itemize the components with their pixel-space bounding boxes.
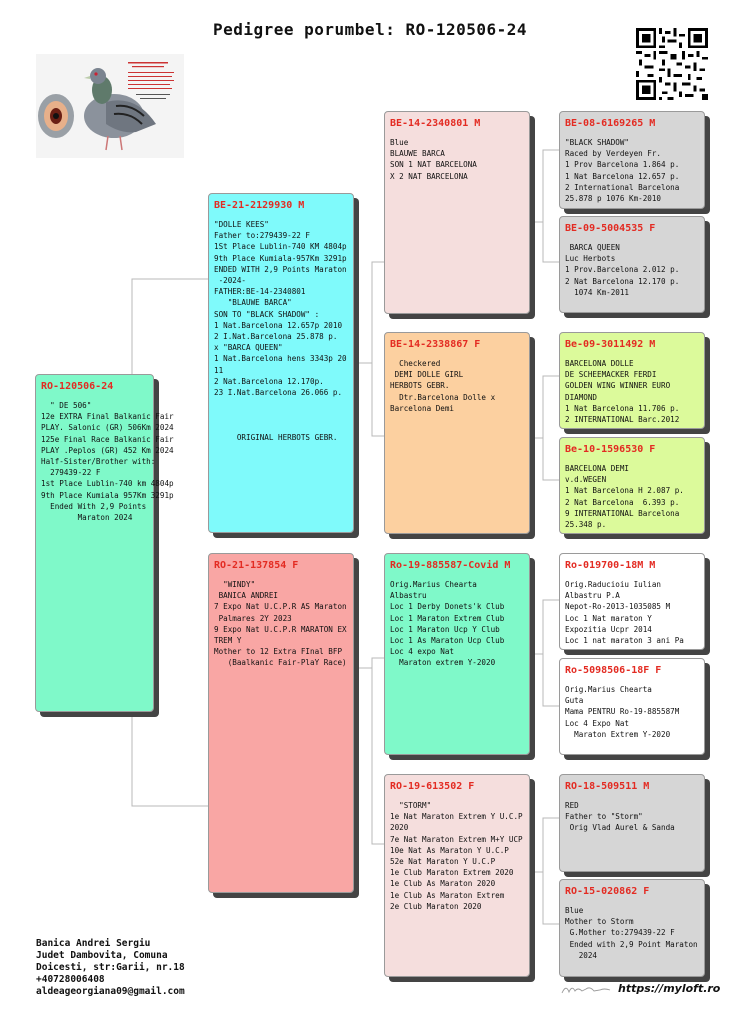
great-grandparent-card-7[interactable] (559, 774, 705, 872)
dam-details: "WINDY" BANICA ANDREI 7 Expo Nat U.C.P.R AS Maraton Palmares 2Y 2023 9 Expo Nat U.C.P.R MARATON EX TREM Y Mother to 12 Extra FInal BFP (Baalkanic Fair-PlaY Race) (214, 580, 347, 668)
granddam-dam-details: "STORM" 1e Nat Maraton Extrem Y U.C.P 2020 7e Nat Maraton Extrem M+Y UCP 10e Nat As Maraton Y U.C.P 52e Nat Maraton Y U.C.P 1e Club Maraton Extrem 2020 1e Club As Maraton 2020 1e Club As Maraton Extrem 2e Club Maraton 2020 (390, 801, 523, 911)
great-grandparent-card-8[interactable] (559, 879, 705, 977)
great-grandparent-id: Ro-019700-18M M (565, 560, 656, 571)
great-grandparent-details: BARCA QUEEN Luc Herbots 1 Prov.Barcelona 2.012 p. 2 Nat Barcelona 12.170 p. 1074 Km-2011 (565, 243, 680, 297)
granddam-sire-details: Checkered DEMI DOLLE GIRL HERBOTS GEBR. Dtr.Barcelona Dolle x Barcelona Demi (390, 359, 496, 413)
great-grandparent-card-3[interactable] (559, 332, 705, 429)
great-grandparent-details: BARCELONA DOLLE DE SCHEEMACKER FERDI GOLDEN WING WINNER EURO DIAMOND 1 Nat Barcelona 11.706 p. 2 INTERNATIONAL Barc.2012 (565, 359, 680, 425)
grandsire-sire-details: Blue BLAUWE BARCA SON 1 NAT BARCELONA X 2 NAT BARCELONA (390, 138, 477, 181)
sire-details: "DOLLE KEES" Father to:279439-22 F 1St Place Lublin-740 KM 4804p 9th Place Kumiala-957Km 3291p ENDED WITH 2,9 Points Maraton -2024- FATHER:BE-14-2340801 "BLAUWE BARCA" SON TO "BLACK SHADOW" : 1 Nat.Barcelona 12.657p 2010 2 I.Nat.Barcelona 25.878 p. x "BARCA QUEEN" 1 Nat.Barcelona hens 3343p 20 11 2 Nat.Barcelona 12.170p. 23 I.Nat.Barcelona 26.066 p. ORIGINAL HERBOTS GEBR. (214, 220, 347, 442)
granddam-sire-id: BE-14-2338867 F (390, 339, 481, 350)
granddam-dam-card[interactable] (384, 774, 530, 977)
great-grandparent-card-2[interactable] (559, 216, 705, 313)
great-grandparent-id: Be-10-1596530 F (565, 444, 656, 455)
granddam-sire-card[interactable] (384, 332, 530, 534)
sire-id: BE-21-2129930 M (214, 200, 305, 211)
owner-contact: Banica Andrei Sergiu Judet Dambovita, Comuna Doicesti, str:Garii, nr.18 +40728006408 aldeageorgiana09@gmail.com (36, 938, 185, 997)
grandsire-dam-id: Ro-19-885587-Covid M (390, 560, 511, 571)
subject-id: RO-120506-24 (41, 381, 114, 392)
great-grandparent-id: RO-18-509511 M (565, 781, 650, 792)
great-grandparent-details: Orig.Marius Chearta Guta Mama PENTRU Ro-19-885587M Loc 4 Expo Nat Maraton Extrem Y-2020 (565, 685, 680, 739)
great-grandparent-details: Blue Mother to Storm G.Mother to:279439-22 F Ended with 2,9 Point Maraton 2024 (565, 906, 698, 960)
great-grandparent-details: RED Father to "Storm" Orig Vlad Aurel & Sanda (565, 801, 675, 833)
granddam-dam-id: RO-19-613502 F (390, 781, 475, 792)
great-grandparent-id: BE-09-5004535 F (565, 223, 656, 234)
great-grandparent-card-5[interactable] (559, 553, 705, 650)
great-grandparent-card-4[interactable] (559, 437, 705, 534)
grandsire-sire-card[interactable] (384, 111, 530, 314)
signature-logo (560, 982, 612, 996)
subject-card[interactable] (35, 374, 174, 712)
great-grandparent-card-1[interactable] (559, 111, 705, 209)
sire-card[interactable] (208, 193, 354, 533)
dam-id: RO-21-137854 F (214, 560, 299, 571)
great-grandparent-card-6[interactable] (559, 658, 705, 755)
website-link[interactable]: https://myloft.ro (618, 982, 721, 995)
great-grandparent-id: Be-09-3011492 M (565, 339, 656, 350)
great-grandparent-id: BE-08-6169265 M (565, 118, 656, 129)
great-grandparent-details: "BLACK SHADOW" Raced by Verdeyen Fr. 1 Prov Barcelona 1.864 p. 1 Nat Barcelona 12.657 p. 2 International Barcelona 25.878 p 1076 Km-2010 (565, 138, 680, 204)
dam-card[interactable] (208, 553, 354, 893)
great-grandparent-details: BARCELONA DEMI v.d.WEGEN 1 Nat Barcelona H 2.087 p. 2 Nat Barcelona 6.393 p. 9 INTERNATIONAL Barcelona 25.348 p. (565, 464, 684, 530)
grandsire-dam-details: Orig.Marius Chearta Albastru Loc 1 Derby Donets'k Club Loc 1 Maraton Extrem Club Loc 1 Maraton Ucp Y Club Loc 1 As Maraton Ucp Club Loc 4 expo Nat Maraton extrem Y-2020 (390, 580, 505, 668)
great-grandparent-id: Ro-5098506-18F F (565, 665, 662, 676)
grandsire-sire-id: BE-14-2340801 M (390, 118, 481, 129)
great-grandparent-id: RO-15-020862 F (565, 886, 650, 897)
great-grandparent-details: Orig.Raducioiu Iulian Albastru P.A Nepot-Ro-2013-1035085 M Loc 1 Nat maraton Y Expozitia Ucpr 2014 Loc 1 nat maraton 3 ani Pa (565, 580, 684, 646)
grandsire-dam-card[interactable] (384, 553, 530, 755)
subject-details: " DE 506" 12e EXTRA Final Balkanic Fair PLAY. Salonic (GR) 506Km 2024 125e Final Race Balkanic Fair PLAY .Peplos (GR) 452 Km 2024 Half-Sister/Brother with: 279439-22 F 1st Place Lublin-740 km 4804p 9th Place Kumiala 957Km 3291p Ended With 2,9 Points Maraton 2024 (41, 401, 174, 523)
page-title: Pedigree porumbel: RO-120506-24 (212, 20, 528, 39)
